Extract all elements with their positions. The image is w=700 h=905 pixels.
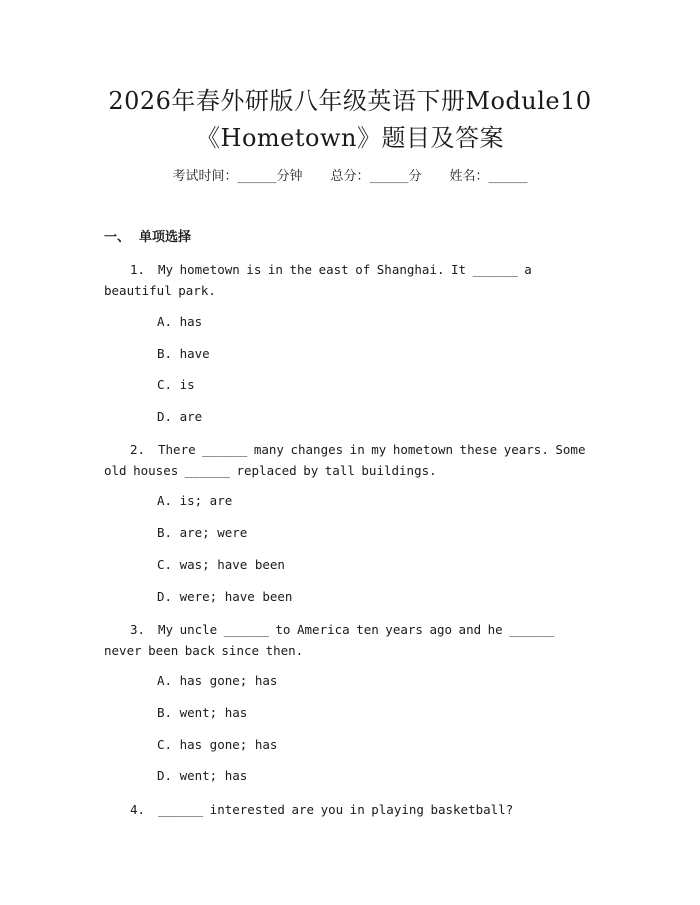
question-3-option-c: C. has gone; has — [157, 737, 278, 752]
question-text: There ______ many changes in my hometown these years. Some old houses ______ replaced by tall buildings. — [104, 442, 586, 478]
question-1-option-b: B. have — [157, 346, 210, 361]
question-number: 4. — [130, 802, 146, 817]
question-2 — [104, 439, 594, 481]
question-number: 1. — [130, 262, 146, 277]
question-number: 2. — [130, 442, 146, 457]
exam-time-field: 考试时间：______分钟 — [172, 169, 303, 184]
question-2-option-c: C. was; have been — [157, 557, 285, 572]
question-1-option-d: D. are — [157, 409, 203, 424]
question-number: 3. — [130, 622, 146, 637]
question-4 — [104, 799, 594, 820]
question-text: ______ interested are you in playing basketball? — [158, 802, 514, 817]
question-1 — [104, 259, 594, 301]
question-3-option-b: B. went; has — [157, 705, 248, 720]
question-3-option-d: D. went; has — [157, 768, 248, 783]
question-text: My hometown is in the east of Shanghai. It ______ a beautiful park. — [104, 262, 532, 298]
question-2-option-a: A. is; are — [157, 493, 233, 508]
question-3 — [104, 619, 594, 661]
question-3-option-a: A. has gone; has — [157, 673, 278, 688]
question-1-option-a: A. has — [157, 314, 203, 329]
student-name-field: 姓名：______ — [449, 169, 528, 184]
question-2-option-b: B. are; were — [157, 525, 248, 540]
document-title-line-2: 《Hometown》题目及答案 — [196, 124, 504, 152]
document-title-line-1: 2026年春外研版八年级英语下册Module10 — [108, 87, 592, 115]
exam-meta — [0, 168, 700, 186]
exam-score-field: 总分：______分 — [330, 169, 422, 184]
section-heading: 一、 单项选择 — [104, 230, 192, 245]
question-2-option-d: D. were; have been — [157, 589, 293, 604]
question-text: My uncle ______ to America ten years ago and he ______ never been back since then. — [104, 622, 555, 658]
question-1-option-c: C. is — [157, 377, 195, 392]
